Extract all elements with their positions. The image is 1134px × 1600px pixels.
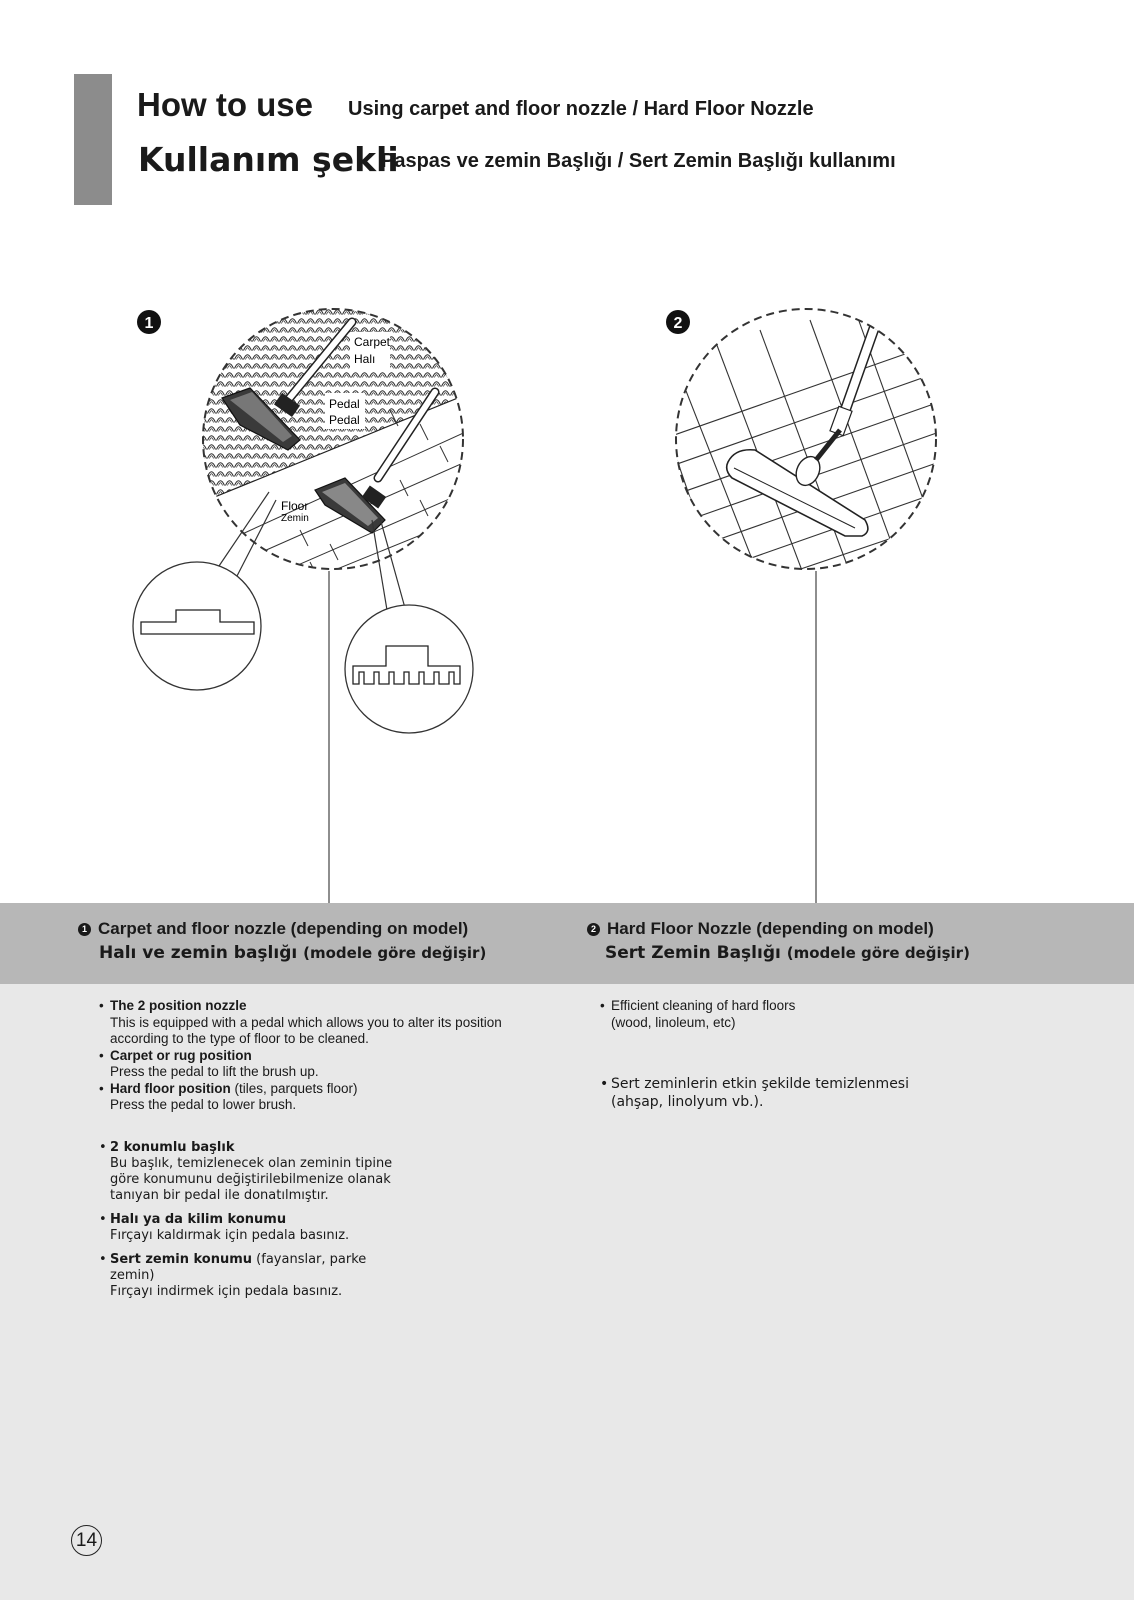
page-subtitle-tr: Paspas ve zemin Başlığı / Sert Zemin Başlığı kullanımı (381, 150, 896, 172)
list-item: • Sert zeminlerin etkin şekilde temizlenmesi (ahşap, linolyum vb.). (600, 1075, 1000, 1111)
floor-label-tr: Zemin (281, 513, 309, 524)
carpet-label-tr: Halı (354, 352, 376, 366)
section-2-title-tr: Sert Zemin Başlığı (modele göre değişir) (605, 943, 970, 963)
svg-text:1: 1 (144, 315, 154, 332)
section-2-body-tr (600, 1075, 1000, 1111)
page-title-tr: Kullanım şekli (138, 140, 399, 179)
list-item: • Hard floor position (tiles, parquets floor) Press the pedal to lower brush. (99, 1081, 549, 1114)
section-2-number: 2 (587, 923, 600, 936)
figure-1-scene (195, 300, 470, 585)
pedal-label-tr: Pedal (329, 413, 360, 427)
list-item: • Sert zemin konumu (fayanslar, parke zemin) Fırçayı indirmek için pedala basınız. (99, 1252, 549, 1300)
page-number: 14 (71, 1525, 102, 1556)
section-1-body-en (99, 998, 549, 1114)
section-1-number: 1 (78, 923, 91, 936)
list-item: • Efficient cleaning of hard floors (wood, linoleum, etc) (600, 998, 1000, 1031)
figure-1-number-badge (137, 310, 161, 334)
section-1-body-tr (99, 1140, 549, 1300)
list-item: • Carpet or rug position Press the pedal to lift the brush up. (99, 1048, 549, 1081)
list-item: • Halı ya da kilim konumu Fırçayı kaldırmak için pedala basınız. (99, 1212, 549, 1244)
section-1-title-tr: Halı ve zemin başlığı (modele göre değişir) (99, 943, 487, 963)
section-1-title-en: 1 Carpet and floor nozzle (depending on model) (78, 919, 468, 939)
svg-text:2: 2 (673, 315, 683, 332)
page-subtitle-en: Using carpet and floor nozzle / Hard Floor Nozzle (348, 98, 814, 120)
list-item: • The 2 position nozzle This is equipped with a pedal which allows you to alter its position according to the type of floor to be cleaned. (99, 998, 549, 1048)
floor-label-en: Floor (281, 499, 309, 513)
section-2-title-en: 2 Hard Floor Nozzle (depending on model) (587, 919, 934, 939)
figure-2-number-badge (666, 310, 690, 334)
list-item: • 2 konumlu başlık Bu başlık, temizlenecek olan zeminin tipine göre konumunu değiştirilebilmenize olanak tanıyan bir pedal ile donatılmıştır. (99, 1140, 549, 1204)
section-2-body-en (600, 998, 1000, 1031)
page-title-en: How to use (137, 86, 314, 123)
pedal-label-en: Pedal (329, 397, 360, 411)
carpet-label-en: Carpet (354, 335, 391, 349)
